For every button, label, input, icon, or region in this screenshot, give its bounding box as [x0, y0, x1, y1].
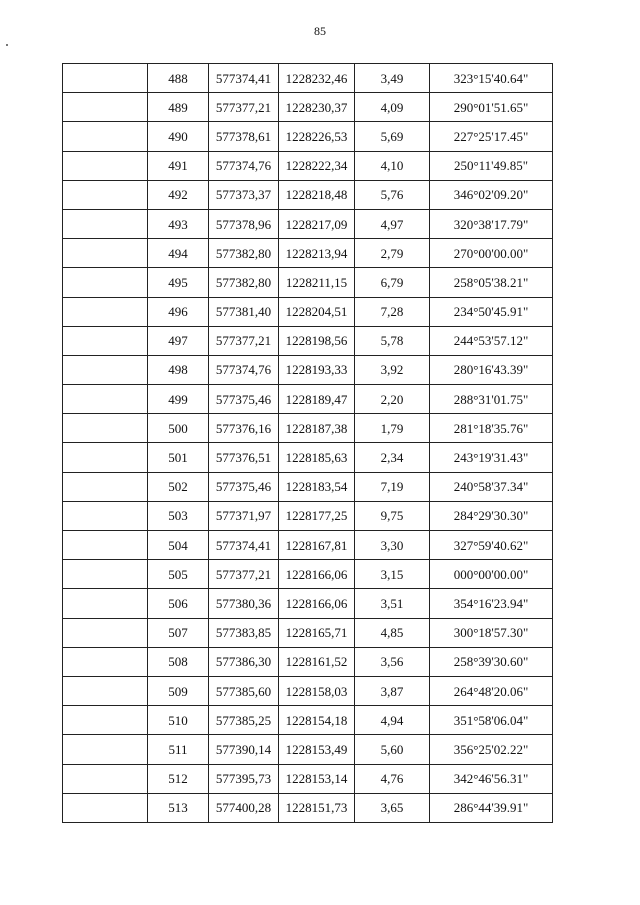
- distance-cell: 3,15: [355, 560, 430, 589]
- direction-angle-cell: 258°39'30.60": [430, 647, 553, 676]
- table-row: [63, 180, 553, 209]
- distance-cell: 3,56: [355, 647, 430, 676]
- empty-cell: [63, 385, 148, 414]
- table-row: [63, 501, 553, 530]
- empty-cell: [63, 122, 148, 151]
- distance-cell: 3,49: [355, 64, 430, 93]
- distance-cell: 7,28: [355, 297, 430, 326]
- direction-angle-cell: 290°01'51.65": [430, 93, 553, 122]
- direction-angle-cell: 258°05'38.21": [430, 268, 553, 297]
- table-row: [63, 618, 553, 647]
- x-coordinate-cell: 577374,76: [209, 355, 279, 384]
- y-coordinate-cell: 1228185,63: [279, 443, 355, 472]
- distance-cell: 3,65: [355, 793, 430, 822]
- y-coordinate-cell: 1228158,03: [279, 676, 355, 705]
- empty-cell: [63, 355, 148, 384]
- direction-angle-cell: 227°25'17.45": [430, 122, 553, 151]
- empty-cell: [63, 501, 148, 530]
- point-number-cell: 489: [148, 93, 209, 122]
- y-coordinate-cell: 1228232,46: [279, 64, 355, 93]
- y-coordinate-cell: 1228151,73: [279, 793, 355, 822]
- direction-angle-cell: 346°02'09.20": [430, 180, 553, 209]
- scan-speck: [6, 44, 8, 46]
- point-number-cell: 505: [148, 560, 209, 589]
- y-coordinate-cell: 1228204,51: [279, 297, 355, 326]
- y-coordinate-cell: 1228166,06: [279, 589, 355, 618]
- direction-angle-cell: 354°16'23.94": [430, 589, 553, 618]
- point-number-cell: 496: [148, 297, 209, 326]
- x-coordinate-cell: 577374,41: [209, 531, 279, 560]
- x-coordinate-cell: 577383,85: [209, 618, 279, 647]
- point-number-cell: 500: [148, 414, 209, 443]
- y-coordinate-cell: 1228153,49: [279, 735, 355, 764]
- distance-cell: 6,79: [355, 268, 430, 297]
- x-coordinate-cell: 577377,21: [209, 93, 279, 122]
- y-coordinate-cell: 1228177,25: [279, 501, 355, 530]
- x-coordinate-cell: 577374,41: [209, 64, 279, 93]
- y-coordinate-cell: 1228183,54: [279, 472, 355, 501]
- y-coordinate-cell: 1228198,56: [279, 326, 355, 355]
- point-number-cell: 498: [148, 355, 209, 384]
- point-number-cell: 499: [148, 385, 209, 414]
- direction-angle-cell: 300°18'57.30": [430, 618, 553, 647]
- x-coordinate-cell: 577376,51: [209, 443, 279, 472]
- y-coordinate-cell: 1228167,81: [279, 531, 355, 560]
- empty-cell: [63, 560, 148, 589]
- direction-angle-cell: 356°25'02.22": [430, 735, 553, 764]
- table-row: [63, 531, 553, 560]
- distance-cell: 1,79: [355, 414, 430, 443]
- point-number-cell: 504: [148, 531, 209, 560]
- empty-cell: [63, 647, 148, 676]
- direction-angle-cell: 351°58'06.04": [430, 706, 553, 735]
- point-number-cell: 501: [148, 443, 209, 472]
- table-row: [63, 326, 553, 355]
- table-row: [63, 64, 553, 93]
- distance-cell: 5,60: [355, 735, 430, 764]
- distance-cell: 5,69: [355, 122, 430, 151]
- x-coordinate-cell: 577378,96: [209, 209, 279, 238]
- distance-cell: 4,09: [355, 93, 430, 122]
- direction-angle-cell: 240°58'37.34": [430, 472, 553, 501]
- distance-cell: 3,92: [355, 355, 430, 384]
- point-number-cell: 502: [148, 472, 209, 501]
- distance-cell: 5,78: [355, 326, 430, 355]
- y-coordinate-cell: 1228189,47: [279, 385, 355, 414]
- x-coordinate-cell: 577381,40: [209, 297, 279, 326]
- direction-angle-cell: 234°50'45.91": [430, 297, 553, 326]
- x-coordinate-cell: 577395,73: [209, 764, 279, 793]
- table-row: [63, 414, 553, 443]
- empty-cell: [63, 706, 148, 735]
- direction-angle-cell: 244°53'57.12": [430, 326, 553, 355]
- empty-cell: [63, 239, 148, 268]
- table-row: [63, 268, 553, 297]
- point-number-cell: 509: [148, 676, 209, 705]
- point-number-cell: 491: [148, 151, 209, 180]
- x-coordinate-cell: 577400,28: [209, 793, 279, 822]
- distance-cell: 4,97: [355, 209, 430, 238]
- distance-cell: 7,19: [355, 472, 430, 501]
- page-number: 85: [314, 24, 326, 38]
- x-coordinate-cell: 577377,21: [209, 326, 279, 355]
- empty-cell: [63, 618, 148, 647]
- direction-angle-cell: 250°11'49.85": [430, 151, 553, 180]
- empty-cell: [63, 472, 148, 501]
- empty-cell: [63, 589, 148, 618]
- empty-cell: [63, 268, 148, 297]
- empty-cell: [63, 414, 148, 443]
- table-row: [63, 385, 553, 414]
- direction-angle-cell: 284°29'30.30": [430, 501, 553, 530]
- distance-cell: 5,76: [355, 180, 430, 209]
- x-coordinate-cell: 577373,37: [209, 180, 279, 209]
- x-coordinate-cell: 577382,80: [209, 268, 279, 297]
- x-coordinate-cell: 577380,36: [209, 589, 279, 618]
- x-coordinate-cell: 577378,61: [209, 122, 279, 151]
- direction-angle-cell: 000°00'00.00": [430, 560, 553, 589]
- empty-cell: [63, 180, 148, 209]
- x-coordinate-cell: 577371,97: [209, 501, 279, 530]
- distance-cell: 9,75: [355, 501, 430, 530]
- empty-cell: [63, 443, 148, 472]
- y-coordinate-cell: 1228218,48: [279, 180, 355, 209]
- table-row: [63, 209, 553, 238]
- table-row: [63, 589, 553, 618]
- empty-cell: [63, 209, 148, 238]
- direction-angle-cell: 327°59'40.62": [430, 531, 553, 560]
- distance-cell: 4,76: [355, 764, 430, 793]
- empty-cell: [63, 676, 148, 705]
- y-coordinate-cell: 1228230,37: [279, 93, 355, 122]
- y-coordinate-cell: 1228211,15: [279, 268, 355, 297]
- y-coordinate-cell: 1228153,14: [279, 764, 355, 793]
- y-coordinate-cell: 1228165,71: [279, 618, 355, 647]
- empty-cell: [63, 64, 148, 93]
- table-row: [63, 472, 553, 501]
- empty-cell: [63, 93, 148, 122]
- distance-cell: 2,79: [355, 239, 430, 268]
- table-row: [63, 706, 553, 735]
- point-number-cell: 493: [148, 209, 209, 238]
- point-number-cell: 511: [148, 735, 209, 764]
- point-number-cell: 506: [148, 589, 209, 618]
- x-coordinate-cell: 577390,14: [209, 735, 279, 764]
- table-row: [63, 735, 553, 764]
- y-coordinate-cell: 1228187,38: [279, 414, 355, 443]
- table-row: [63, 355, 553, 384]
- x-coordinate-cell: 577385,25: [209, 706, 279, 735]
- distance-cell: 3,87: [355, 676, 430, 705]
- distance-cell: 3,30: [355, 531, 430, 560]
- table-row: [63, 297, 553, 326]
- empty-cell: [63, 151, 148, 180]
- point-number-cell: 494: [148, 239, 209, 268]
- empty-cell: [63, 531, 148, 560]
- direction-angle-cell: 281°18'35.76": [430, 414, 553, 443]
- x-coordinate-cell: 577376,16: [209, 414, 279, 443]
- direction-angle-cell: 323°15'40.64": [430, 64, 553, 93]
- point-number-cell: 510: [148, 706, 209, 735]
- table-row: [63, 676, 553, 705]
- x-coordinate-cell: 577375,46: [209, 385, 279, 414]
- empty-cell: [63, 326, 148, 355]
- distance-cell: 4,85: [355, 618, 430, 647]
- empty-cell: [63, 764, 148, 793]
- direction-angle-cell: 243°19'31.43": [430, 443, 553, 472]
- point-number-cell: 507: [148, 618, 209, 647]
- point-number-cell: 490: [148, 122, 209, 151]
- table-row: [63, 122, 553, 151]
- y-coordinate-cell: 1228217,09: [279, 209, 355, 238]
- table-body: [63, 64, 553, 823]
- x-coordinate-cell: 577375,46: [209, 472, 279, 501]
- direction-angle-cell: 288°31'01.75": [430, 385, 553, 414]
- table-row: [63, 793, 553, 822]
- table-row: [63, 764, 553, 793]
- point-number-cell: 513: [148, 793, 209, 822]
- coordinates-table: [62, 63, 553, 823]
- point-number-cell: 503: [148, 501, 209, 530]
- y-coordinate-cell: 1228213,94: [279, 239, 355, 268]
- table-row: [63, 443, 553, 472]
- point-number-cell: 508: [148, 647, 209, 676]
- y-coordinate-cell: 1228226,53: [279, 122, 355, 151]
- direction-angle-cell: 320°38'17.79": [430, 209, 553, 238]
- x-coordinate-cell: 577385,60: [209, 676, 279, 705]
- distance-cell: 4,94: [355, 706, 430, 735]
- y-coordinate-cell: 1228166,06: [279, 560, 355, 589]
- point-number-cell: 492: [148, 180, 209, 209]
- table-row: [63, 560, 553, 589]
- direction-angle-cell: 264°48'20.06": [430, 676, 553, 705]
- empty-cell: [63, 793, 148, 822]
- point-number-cell: 497: [148, 326, 209, 355]
- y-coordinate-cell: 1228154,18: [279, 706, 355, 735]
- x-coordinate-cell: 577374,76: [209, 151, 279, 180]
- x-coordinate-cell: 577382,80: [209, 239, 279, 268]
- y-coordinate-cell: 1228193,33: [279, 355, 355, 384]
- distance-cell: 3,51: [355, 589, 430, 618]
- table-row: [63, 151, 553, 180]
- point-number-cell: 495: [148, 268, 209, 297]
- empty-cell: [63, 735, 148, 764]
- direction-angle-cell: 280°16'43.39": [430, 355, 553, 384]
- x-coordinate-cell: 577377,21: [209, 560, 279, 589]
- x-coordinate-cell: 577386,30: [209, 647, 279, 676]
- table-row: [63, 647, 553, 676]
- point-number-cell: 512: [148, 764, 209, 793]
- distance-cell: 4,10: [355, 151, 430, 180]
- point-number-cell: 488: [148, 64, 209, 93]
- direction-angle-cell: 286°44'39.91": [430, 793, 553, 822]
- empty-cell: [63, 297, 148, 326]
- distance-cell: 2,20: [355, 385, 430, 414]
- direction-angle-cell: 342°46'56.31": [430, 764, 553, 793]
- table-row: [63, 93, 553, 122]
- table-row: [63, 239, 553, 268]
- direction-angle-cell: 270°00'00.00": [430, 239, 553, 268]
- y-coordinate-cell: 1228161,52: [279, 647, 355, 676]
- y-coordinate-cell: 1228222,34: [279, 151, 355, 180]
- distance-cell: 2,34: [355, 443, 430, 472]
